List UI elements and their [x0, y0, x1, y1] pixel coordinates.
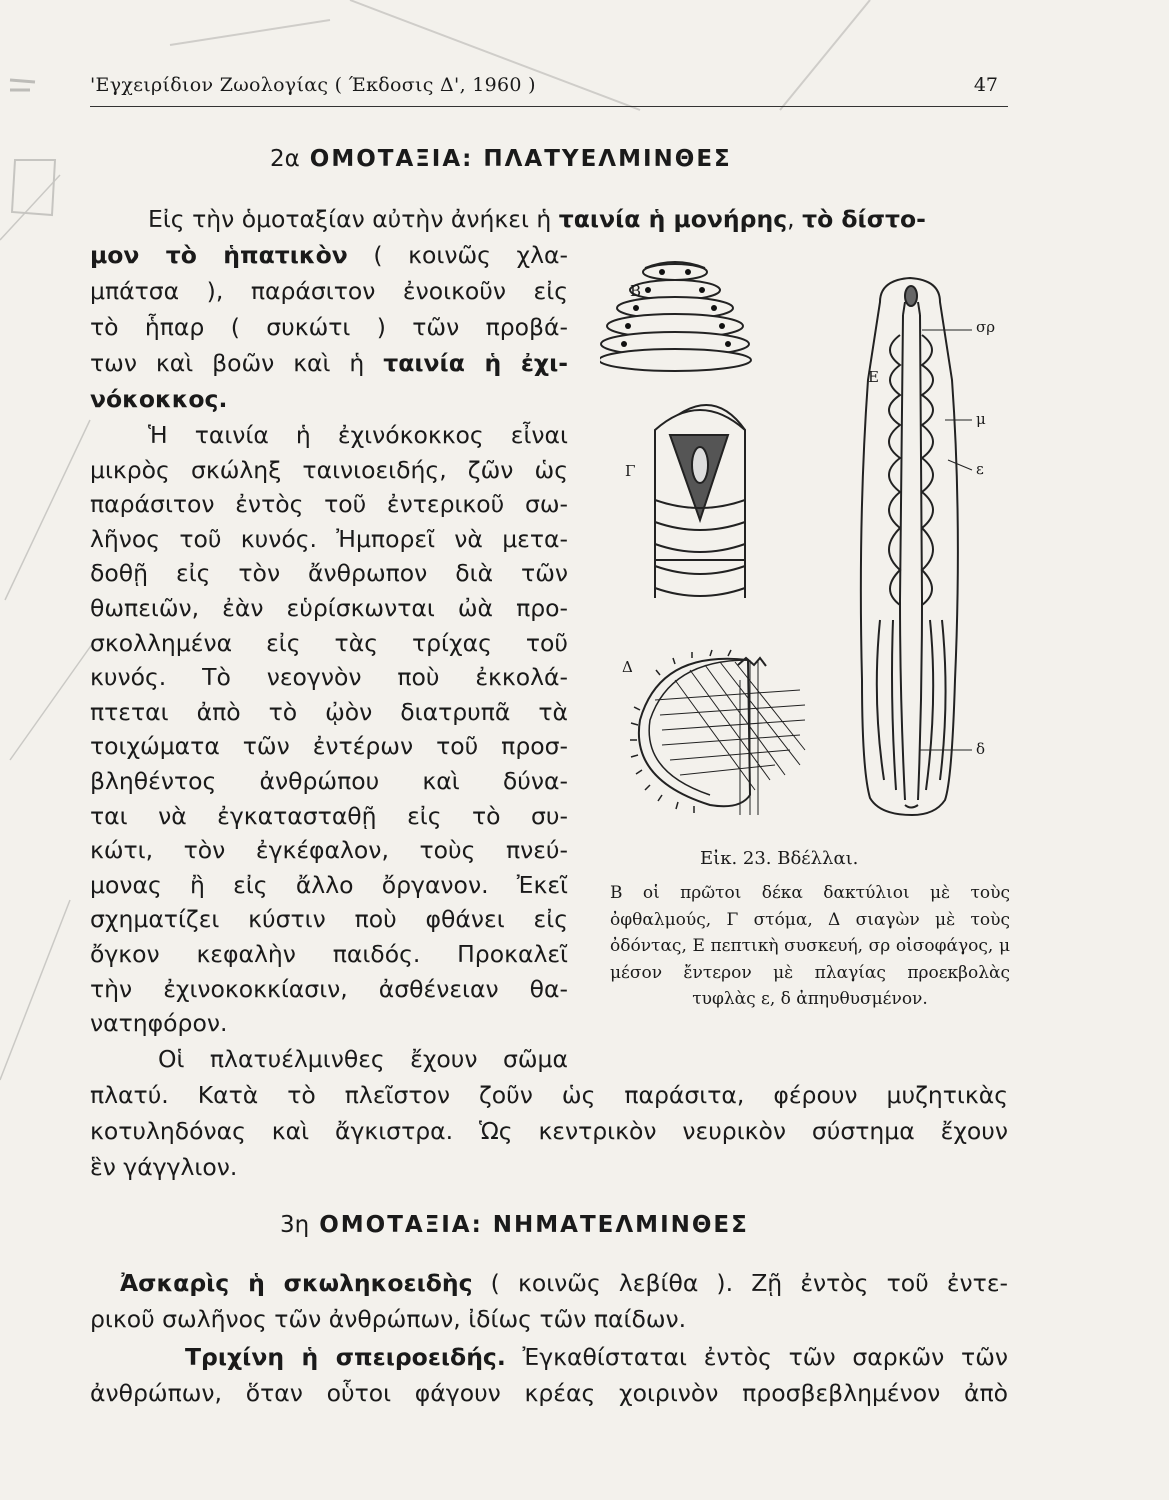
text-run: των καὶ βοῶν καὶ ἡ	[90, 349, 384, 377]
text-line: λῆνος τοῦ κυνός. Ἠμπορεῖ νὰ μετα-	[90, 524, 568, 553]
text-line: μπάτσα ), παράσιτον ἐνοικοῦν εἰς	[90, 277, 568, 305]
leech-head-segments	[600, 262, 751, 371]
text-line: βληθέντος ἀνθρώπου καὶ δύνα-	[90, 767, 568, 795]
section-heading-platyhelminthes	[270, 146, 732, 172]
text-line: δοθῇ εἰς τὸν ἄνθρωπον διὰ τῶν	[90, 559, 568, 588]
text-line: σκολλημένα εἰς τὰς τρίχας τοῦ	[90, 628, 568, 657]
term-taenia-solium: ταινία ἡ μονήρης	[558, 205, 788, 233]
text-line: πτεται ἀπὸ τὸ ᾠὸν διατρυπᾶ τὰ	[90, 697, 568, 726]
figure-label-d-small: δ	[976, 740, 986, 758]
text-line: τοιχώματα τῶν ἐντέρων τοῦ προσ-	[90, 732, 568, 761]
figure-caption-title: Εἰκ. 23. Βδέλλαι.	[700, 848, 859, 869]
term-trichinella: Τριχίνη ἡ σπειροειδής.	[185, 1343, 506, 1371]
text-line: τὸ ἧπαρ ( συκώτι ) τῶν προβά-	[90, 313, 568, 341]
leech-mouth	[655, 405, 745, 598]
text-line: τὴν ἐχινοκοκκίασιν, ἀσθένειαν θα-	[90, 974, 568, 1003]
page-header	[90, 72, 1008, 107]
text-line: κώτι, τὸν ἐγκέφαλον, τοὺς πνεύ-	[90, 836, 568, 865]
term-distomum-hepaticum: μον τὸ ἡπατικὸν	[90, 241, 348, 269]
term-echinococcus: ταινία ἡ ἐχι-	[383, 349, 568, 377]
section-number: 3η	[280, 1212, 310, 1238]
text-line: μονας ἢ εἰς ἄλλο ὄργανον. Ἐκεῖ	[90, 870, 568, 899]
figure-caption: Β οἱ πρῶτοι δέκα δακτύλιοι μὲ τοὺς ὀφθαλμούς, Γ στόμα, Δ σιαγὼν μὲ τοὺς ὀδόντας, Ε πεπτικὴ συσκευή, σρ οἰσοφάγος, μ μέσον ἔντερον μὲ πλαγίας προεκβολὰς τυφλὰς ε, δ ἀπηυθυσμένον.	[610, 883, 1010, 1009]
figure-label-e-small: ε	[976, 460, 984, 478]
page-number: 47	[973, 74, 998, 96]
figure-label-b: Β	[630, 282, 642, 300]
term-distomum: τὸ δίστο-	[802, 205, 926, 233]
text-line: Ἡ ταινία ἡ ἐχινόκοκκος εἶναι	[148, 421, 568, 449]
text-line: θωπειῶν, ἐὰν εὑρίσκωνται ὠὰ προ-	[90, 594, 568, 622]
text-line	[185, 1342, 1008, 1372]
section-heading-nemathelminthes	[280, 1212, 749, 1238]
text-run: ( κοινῶς χλα-	[347, 241, 569, 269]
text-line: νόκοκκος.	[90, 385, 228, 413]
text-line	[90, 240, 568, 270]
text-line	[148, 204, 926, 234]
text-line: Οἱ πλατυέλμινθες ἔχουν σῶμα	[158, 1045, 568, 1073]
text-line: κοτυληδόνας καὶ ἄγκιστρα. Ὡς κεντρικὸν νευρικὸν σύστημα ἔχουν	[90, 1117, 1008, 1145]
text-line: σχηματίζει κύστιν ποὺ φθάνει εἰς	[90, 905, 568, 934]
section-number: 2α	[270, 146, 300, 172]
figure-label-e: Ε	[868, 368, 879, 386]
text-line: ὄγκον κεφαλὴν παιδός. Προκαλεῖ	[90, 940, 568, 968]
section-title: ΟΜΟΤΑΞΙΑ: ΝΗΜΑΤΕΛΜΙΝΘΕΣ	[319, 1212, 749, 1238]
text-line: ἀνθρώπων, ὅταν οὗτοι φάγουν κρέας χοιρινὸν προσβεβλημένον ἀπὸ	[90, 1379, 1008, 1407]
section-title: ΟΜΟΤΑΞΙΑ: ΠΛΑΤΥΕΛΜΙΝΘΕΣ	[309, 146, 732, 172]
text-line: νατηφόρον.	[90, 1009, 228, 1038]
figure-label-d: Δ	[622, 658, 633, 676]
leech-digestive-system	[861, 278, 972, 815]
text-line: ἓν γάγγλιον.	[90, 1153, 238, 1181]
text-line: παράσιτον ἐντὸς τοῦ ἐντερικοῦ σω-	[90, 490, 568, 519]
running-title: 'Εγχειρίδιον Ζωολογίας ( Έκδοσις Δ', 1960 )	[90, 74, 536, 96]
leech-jaw	[630, 650, 805, 815]
text-line: ρικοῦ σωλῆνος τῶν ἀνθρώπων, ἰδίως τῶν παίδων.	[90, 1305, 687, 1333]
text-line	[120, 1268, 1008, 1298]
text-line: κυνός. Τὸ νεογνὸν ποὺ ἐκκολά-	[90, 663, 568, 692]
text-run: Ἐγκαθίσταται ἐντὸς τῶν σαρκῶν τῶν	[505, 1343, 1008, 1371]
text-run: Εἰς τὴν ὁμοταξίαν αὐτὴν ἀνήκει ἡ	[148, 205, 559, 233]
figure-label-m: μ	[976, 410, 986, 428]
figure-label-sr: σρ	[976, 318, 996, 336]
text-line	[90, 348, 568, 378]
text-line: μικρὸς σκώληξ ταινιοειδής, ζῶν ὡς	[90, 455, 568, 484]
term-ascaris: Ἀσκαρὶς ἡ σκωληκοειδὴς	[120, 1269, 473, 1297]
text-line: πλατύ. Κατὰ τὸ πλεῖστον ζοῦν ὡς παράσιτα, φέρουν μυζητικὰς	[90, 1081, 1008, 1109]
figure-label-g: Γ	[625, 462, 636, 480]
text-run: ( κοινῶς λεβίθα ). Ζῇ ἐντὸς τοῦ ἐντε-	[472, 1269, 1008, 1297]
leech-figure	[600, 260, 1010, 820]
text-line: ται νὰ ἐγκατασταθῇ εἰς τὸ συ-	[90, 801, 568, 830]
text-run: ,	[787, 205, 803, 233]
